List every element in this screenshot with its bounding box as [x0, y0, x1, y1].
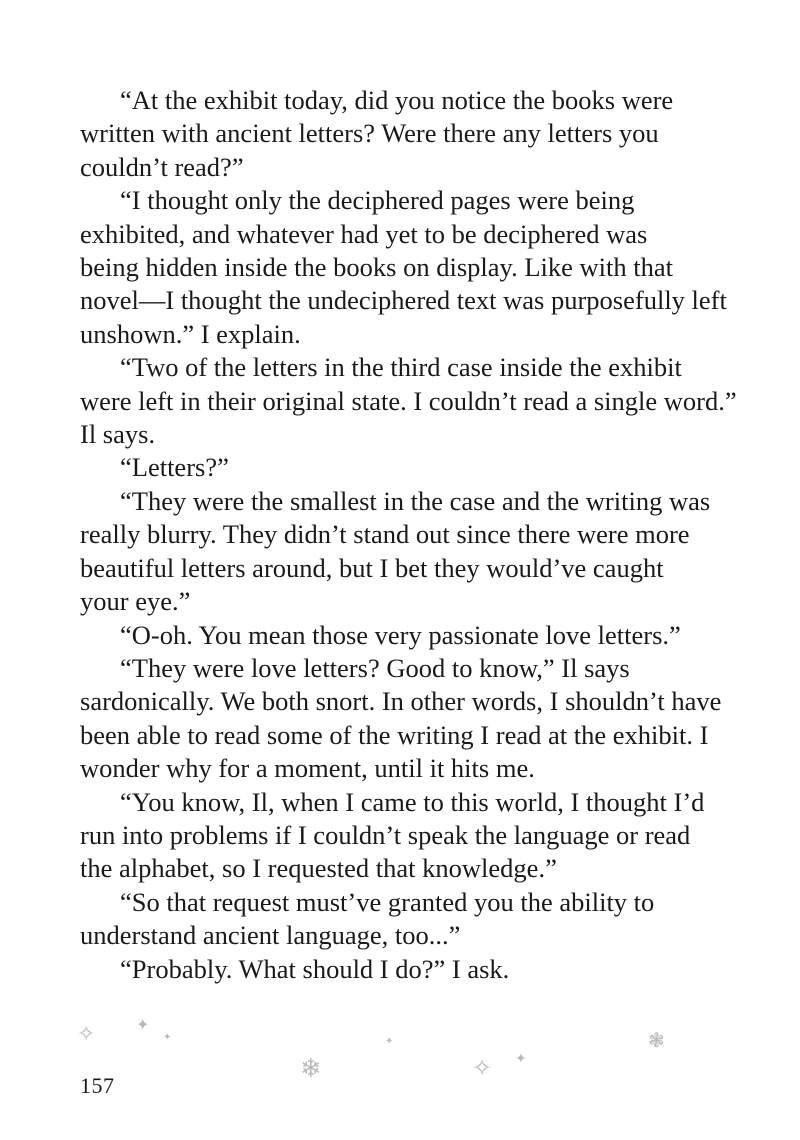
- star-sparkle-icon: ✦: [136, 1015, 150, 1034]
- text-line: unshown.” I explain.: [80, 318, 301, 349]
- sparkle-cross-icon: ✧: [472, 1054, 493, 1082]
- text-line: “Probably. What should I do?” I ask.: [120, 953, 510, 984]
- text-line: understand ancient language, too...”: [80, 920, 461, 951]
- text-line: written with ancient letters? Were there any letters you: [80, 118, 659, 149]
- text-line: Il says.: [80, 419, 156, 450]
- text-line: were left in their original state. I couldn’t read a single word.”: [80, 385, 737, 416]
- snowflake-icon: ❄: [300, 1054, 322, 1084]
- text-line: exhibited, and whatever had yet to be deciphered was: [80, 218, 648, 249]
- text-line: “They were love letters? Good to know,” Il says: [120, 652, 630, 683]
- star-sparkle-icon: ✦: [515, 1051, 527, 1067]
- text-line: novel—I thought the undeciphered text was purposefully left: [80, 285, 727, 316]
- text-line: “I thought only the deciphered pages were being: [120, 185, 635, 216]
- text-line: “Two of the letters in the third case inside the exhibit: [120, 352, 682, 383]
- text-line: couldn’t read?”: [80, 151, 244, 182]
- star-sparkle-icon: ✦: [163, 1032, 172, 1043]
- sparkle-cross-icon: ✧: [77, 1022, 96, 1047]
- asterisk-icon: ❃: [648, 1028, 665, 1052]
- text-line: sardonically. We both snort. In other words, I shouldn’t have: [80, 686, 722, 717]
- text-line: run into problems if I couldn’t speak the language or read: [80, 819, 691, 850]
- text-line: “So that request must’ve granted you the ability to: [120, 886, 655, 917]
- text-line: really blurry. They didn’t stand out since there were more: [80, 519, 690, 550]
- page-text: [80, 84, 737, 986]
- text-line: “At the exhibit today, did you notice the books were: [120, 85, 674, 115]
- text-line: being hidden inside the books on display. Like with that: [80, 252, 673, 283]
- text-line: the alphabet, so I requested that knowledge.”: [80, 853, 557, 884]
- star-sparkle-icon: ✦: [385, 1036, 394, 1047]
- text-line: been able to read some of the writing I read at the exhibit. I: [80, 719, 709, 750]
- text-line: wonder why for a moment, until it hits me.: [80, 753, 535, 784]
- page-number: 157: [80, 1073, 115, 1098]
- text-line: beautiful letters around, but I bet they would’ve caught: [80, 552, 664, 583]
- text-line: “They were the smallest in the case and the writing was: [120, 485, 711, 516]
- text-line: “O-oh. You mean those very passionate love letters.”: [120, 619, 681, 650]
- text-line: your eye.”: [80, 586, 191, 617]
- text-line: “You know, Il, when I came to this world, I thought I’d: [120, 786, 705, 817]
- text-line: “Letters?”: [120, 452, 229, 483]
